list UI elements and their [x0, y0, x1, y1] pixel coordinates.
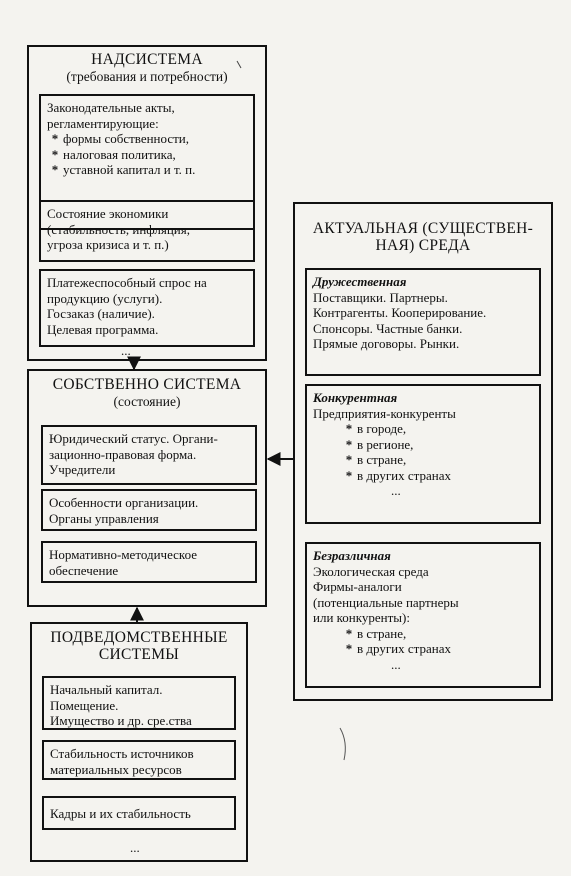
subsystems-title-line: СИСТЕМЫ — [98, 646, 180, 663]
competitive-env-line: Предприятия-конкуренты — [313, 405, 456, 421]
friendly-env-line: Прямые договоры. Рынки. — [313, 336, 460, 351]
capital-line: Помещение. — [50, 697, 119, 713]
demand-line: Целевая программа. — [47, 321, 159, 337]
demand-line: Госзаказ (наличие). — [47, 306, 155, 321]
bullet-star-icon: * — [51, 131, 59, 146]
organization-line: Особенности организации. — [49, 495, 199, 510]
bullet-star-icon: * — [345, 641, 353, 656]
demand-line: Платежеспособный спрос на — [47, 275, 207, 290]
friendly-env-line: Контрагенты. Кооперирование. — [313, 305, 487, 320]
competitive-env-heading: Конкурентная — [313, 390, 398, 405]
resources-stability-line: Стабильность источников — [50, 746, 194, 761]
bullet-star-icon: * — [51, 146, 59, 162]
demand-line: продукцию (услуги). — [47, 290, 163, 306]
staff-line: Кадры и их стабильность — [50, 806, 191, 821]
economy-line: Состояние экономики — [47, 206, 169, 221]
resources-stability-line: материальных ресурсов — [50, 761, 182, 777]
supersystem-ellipsis: ... — [121, 343, 131, 358]
friendly-env-line: Поставщики. Партнеры. — [313, 289, 448, 305]
indifferent-env-bullet: * в стране, — [313, 626, 533, 642]
indifferent-env-bullet: * в других странах — [313, 641, 533, 657]
environment-title-line: НАЯ) СРЕДА — [375, 237, 471, 254]
indifferent-env-ellipsis: ... — [391, 656, 401, 672]
legal-status-line: Юридический статус. Органи- — [49, 431, 218, 446]
friendly-env-line: Спонсоры. Частные банки. — [313, 320, 463, 336]
scan-mark — [340, 728, 345, 760]
bullet-star-icon: * — [345, 625, 353, 641]
legal-acts-line: Законодательные акты, — [47, 100, 175, 115]
supersystem-title: НАДСИСТЕМА — [91, 51, 203, 68]
bullet-star-icon: * — [345, 436, 353, 452]
capital-line: Начальный капитал. — [50, 682, 163, 697]
competitive-env-bullet: * в городе, — [313, 421, 533, 437]
system-subtitle: (состояние) — [113, 394, 181, 409]
legal-acts-bullet: * налоговая политика, — [47, 147, 247, 163]
legal-acts-bullet: * формы собственности, — [47, 131, 247, 147]
legal-status-line: зационно-правовая форма. — [49, 446, 197, 462]
subsystems-title-line: ПОДВЕДОМСТВЕННЫЕ — [50, 629, 228, 646]
indifferent-env-heading: Безразличная — [313, 548, 391, 563]
bullet-star-icon: * — [345, 452, 353, 467]
methodical-line: обеспечение — [49, 562, 119, 578]
indifferent-env-line: Фирмы-аналоги — [313, 579, 402, 594]
subsystems-ellipsis: ... — [130, 840, 140, 855]
bullet-star-icon: * — [345, 467, 353, 483]
indifferent-env-line: Экологическая среда — [313, 563, 429, 579]
competitive-env-ellipsis: ... — [391, 483, 401, 498]
competitive-env-bullet: * в регионе, — [313, 437, 533, 453]
indifferent-env-line: (потенциальные партнеры — [313, 594, 459, 610]
legal-acts-bullet: * уставной капитал и т. п. — [47, 162, 247, 178]
friendly-env-heading: Дружественная — [313, 274, 407, 289]
capital-line: Имущество и др. сре.ства — [50, 713, 192, 728]
bullet-star-icon: * — [345, 421, 353, 436]
competitive-env-bullet: * в других странах — [313, 468, 533, 484]
legal-acts-line: регламентирующие: — [47, 115, 159, 131]
legal-status-line: Учредители — [49, 462, 116, 477]
economy-line: (стабильность, инфляция, — [47, 221, 190, 237]
economy-line: угроза кризиса и т. п.) — [47, 237, 169, 252]
methodical-line: Нормативно-методическое — [49, 547, 198, 562]
system-title: СОБСТВЕННО СИСТЕМА — [52, 376, 242, 393]
competitive-env-bullet: * в стране, — [313, 452, 533, 468]
organization-line: Органы управления — [49, 510, 159, 526]
bullet-star-icon: * — [51, 162, 59, 177]
indifferent-env-line: или конкуренты): — [313, 610, 410, 625]
supersystem-subtitle: (требования и потребности) — [66, 69, 228, 84]
environment-title-line: АКТУАЛЬНАЯ (СУЩЕСТВЕН- — [312, 220, 534, 237]
scan-mark — [237, 61, 241, 68]
